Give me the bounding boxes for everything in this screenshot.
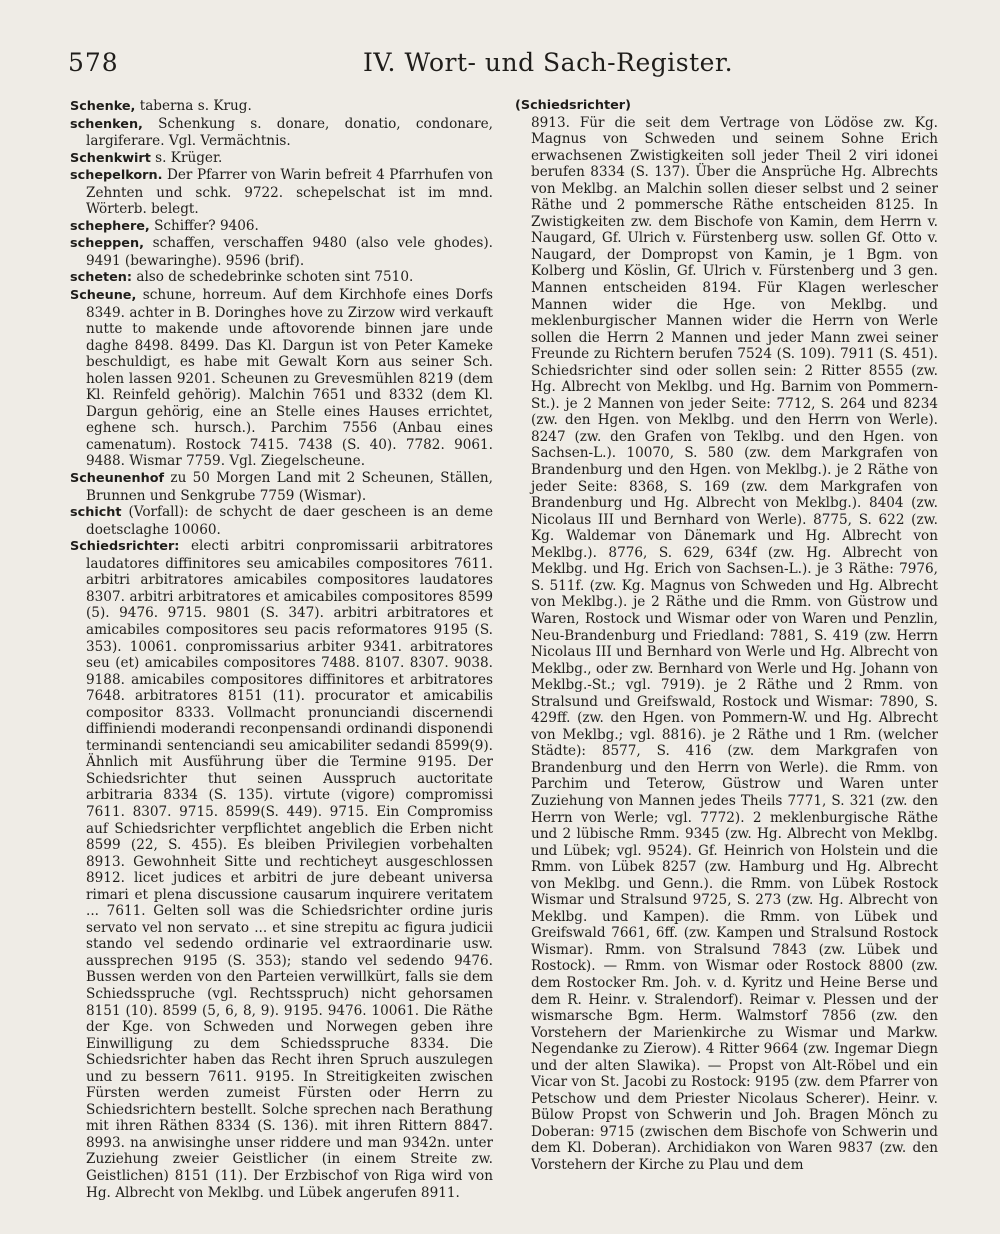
- page-number: 578: [68, 48, 119, 77]
- entry-text: s. Krüger.: [150, 149, 223, 166]
- entry-headword: scheppen,: [70, 236, 144, 252]
- right-column: [515, 98, 938, 1218]
- running-title: IV. Wort- und Sach-Register.: [363, 48, 734, 77]
- page-header: [68, 48, 948, 88]
- entry-text: schune, horreum. Auf dem Kirchhofe eines Dorfs 8349. achter in B. Doringhes hove zu Zirzow wird verkauft nutte to makende unde aftovorende binnen jare unde daghe 8498. 8499. Das Kl. Dargun ist von Peter Kameke beschuldigt, es habe mit Gewalt Korn aus seiner Sch. holen lassen 9201. Scheunen zu Grevesmühlen 8219 (dem Kl. Reinfeld gehörig). Malchin 7651 und 8332 (dem Kl. Dargun gehörig, eine an Stelle eines Hauses errichtet, eghene sch. hursch.). Parchim 7556 (Anbau eines camenatum). Rostock 7415. 7438 (S. 40). 7782. 9061. 9488. Wismar 7759. Vgl. Ziegelscheune.: [86, 287, 493, 470]
- entry-text: schaffen, verschaffen 9480 (also vele ghodes). 9491 (bewaringhe). 9596 (brif).: [86, 235, 493, 269]
- entry-text: Schiffer? 9406.: [149, 217, 259, 234]
- entry-headword: schephere,: [70, 218, 150, 234]
- entry-headword: scheten:: [70, 270, 133, 286]
- register-entry: [70, 287, 493, 470]
- register-entry: [70, 218, 493, 236]
- entry-headword: schepelkorn.: [70, 168, 163, 184]
- entry-text: taberna s. Krug.: [135, 98, 252, 114]
- register-entry: [70, 150, 493, 168]
- entry-text: (Vorfall): de schycht de daer gescheen is an deme doetsclaghe 10060.: [86, 504, 493, 538]
- register-entry: [70, 538, 493, 1201]
- entry-text: Der Pfarrer von Warin befreit 4 Pfarrhufen von Zehnten und schk. 9722. schepelschat ist im mnd. Wörterb. belegt.: [86, 167, 493, 218]
- continuation-headword: (Schiedsrichter): [515, 98, 631, 113]
- entry-headword: Schenkwirt: [70, 150, 151, 166]
- entry-text: also de schedebrinke schoten sint 7510.: [132, 269, 414, 286]
- entry-headword: Schiedsrichter:: [70, 539, 180, 555]
- register-entry: [70, 269, 493, 287]
- register-entry: [70, 98, 493, 116]
- entry-headword: schenken,: [70, 116, 143, 132]
- continuation-text: 8913. Für die seit dem Vertrage von Lödöse zw. Kg. Magnus von Schweden und seinem Sohne Erich erwachsenen Zwistigkeiten soll jeder Theil 2 viri idonei berufen 8334 (S. 137). Über die Ansprüche Hg. Albrechts von Meklbg. an Malchin sollen dieser selbst und 2 seiner Räthe und 2 pommersche Räthe entscheiden 8125. In Zwistigkeiten zw. dem Bischofe von Kamin, dem Herrn v. Naugard, Gf. Ulrich v. Fürstenberg usw. sollen Gf. Otto v. Naugard, der Dompropst von Kamin, je 1 Bgm. von Kolberg und Köslin, Gf. Ulrich v. Fürstenberg und 3 gen. Mannen entscheiden 8194. Für Klagen werlescher Mannen wider die Hge. von Meklbg. und meklenburgischer Mannen wider die Herrn von Werle sollen die Herrn 2 Mannen und jeder Mann zwei seiner Freunde zu Richtern berufen 7524 (S. 109). 7911 (S. 451). Schiedsrichter sind oder sollen sein: 2 Ritter 8555 (zw. Hg. Albrecht von Meklbg. und Hg. Barnim von Pommern-St.). je 2 Mannen von jeder Seite: 7712, S. 264 und 8234 (zw. den Hgen. von Meklbg. und den Herrn von Werle). 8247 (zw. den Grafen von Teklbg. und den Hgen. von Sachsen-L.). 10070, S. 580 (zw. dem Markgrafen von Brandenburg und den Hgen. von Meklbg.). je 2 Räthe von jeder Seite: 8368, S. 169 (zw. dem Markgrafen von Brandenburg und Hg. Albrecht von Meklbg.). 8404 (zw. Nicolaus III und Bernhard von Werle). 8775, S. 622 (zw. Kg. Waldemar von Dänemark und Hg. Albrecht von Meklbg.). 8776, S. 629, 634f (zw. Hg. Albrecht von Meklbg. und Hg. Erich von Sachsen-L.). je 3 Räthe: 7976, S. 511f. (zw. Kg. Magnus von Schweden und Hg. Albrecht von Meklbg.). je 2 Räthe und die Rmm. von Güstrow und Waren, Rostock und Wismar oder von Waren und Penzlin, Neu-Brandenburg und Friedland: 7881, S. 419 (zw. Herrn Nicolaus III und Bernhard von Werle und Hg. Albrecht von Meklbg., oder zw. Bernhard von Werle und Hg. Johann von Meklbg.-St.; vgl. 7919). je 2 Räthe und 2 Rmm. von Stralsund und Greifswald, Rostock und Wismar: 7890, S. 429ff. (zw. den Hgen. von Pommern-W. und Hg. Albrecht von Meklbg.; vgl. 8816). je 2 Räthe und 1 Rm. (welcher Städte): 8577, S. 416 (zw. dem Markgrafen von Brandenburg und den Herrn von Werle). die Rmm. von Parchim und Teterow, Güstrow und Waren unter Zuziehung von Mannen jedes Theils 7771, S. 321 (zw. den Herrn von Werle; vgl. 7772). 2 meklenburgische Räthe und 2 lübische Rmm. 9345 (zw. Hg. Albrecht von Meklbg. und Lübek; vgl. 9524). Gf. Heinrich von Holstein und die Rmm. von Lübek 8257 (zw. Hamburg und Hg. Albrecht von Meklbg. und Genn.). die Rmm. von Lübek Rostock Wismar und Stralsund 9725, S. 273 (zw. Hg. Albrecht von Meklbg. und Kampen). die Rmm. von Lübek und Greifswald 7661, 6ff. (zw. Kampen und Stralsund Rostock Wismar). Rmm. von Stralsund 7843 (zw. Lübek und Rostock). — Rmm. von Wismar oder Rostock 8800 (zw. dem Rostocker Rm. Joh. v. d. Kyritz und Heine Berse und dem R. Heinr. v. Stralendorf). Reimar v. Plessen und der wismarsche Bgm. Herm. Walmstorf 7856 (zw. den Vorstehern der Marienkirche zu Wismar und Markw. Negendanke zu Zierow). 4 Ritter 9664 (zw. Ingemar Diegn und der alten Slawika). — Propst von Alt-Röbel und ein Vicar von St. Jacobi zu Rostock: 9195 (zw. dem Pfarrer von Petschow und dem Priester Nicolaus Scherer). Heinr. v. Bülow Propst von Schwerin und Joh. Bragen Mönch zu Doberan: 9715 (zwischen dem Bischofe von Schwerin und dem Kl. Doberan). Archidiakon von Waren 9837 (zw. den Vorstehern der Kirche zu Plau und dem: [531, 114, 938, 1173]
- left-column: [70, 98, 493, 1218]
- entry-text: zu 50 Morgen Land mit 2 Scheunen, Ställen, Brunnen und Senkgrube 7759 (Wismar).: [86, 470, 493, 504]
- register-entry: [70, 504, 493, 538]
- register-entry: [70, 116, 493, 150]
- register-entry: [70, 470, 493, 504]
- entry-text: Schenkung s. donare, donatio, condonare, largiferare. Vgl. Vermächtnis.: [86, 115, 493, 150]
- entry-headword: Scheunenhof: [70, 471, 165, 487]
- entry-text: electi arbitri conpromissarii arbitratores laudatores diffinitores seu amicabiles compositores 7611. arbitri arbitratores amicabiles compositores laudatores 8307. arbitri arbitratores et amicabiles compositores 8599 (5). 9476. 9715. 9801 (S. 347). arbitri arbitratores et amicabiles compositores seu pacis reformatores 9195 (S. 353). 10061. conpromissarius arbiter 9341. arbitratores seu (et) amicabiles compositores 7488. 8107. 8307. 9038. 9188. amicabiles compositores diffinitores et arbitratores 7648. arbitratores 8151 (11). procurator et amicabilis compositor 8333. Vollmacht pronunciandi discernendi diffiniendi moderandi reconpensandi ordinandi disponendi terminandi sentenciandi seu amicabiliter sedandi 8599(9). Ähnlich mit Ausführung über die Termine 9195. Der Schiedsrichter thut seinen Ausspruch auctoritate arbitraria 8334 (S. 135). virtute (vigore) compromissi 7611. 8307. 9715. 8599(S. 449). 9715. Ein Compromiss auf Schiedsrichter verpflichtet angeblich die Erben nicht 8599 (22, S. 455). Es bleiben Privilegien vorbehalten 8913. Gewohnheit Sitte und rechticheyt ausgeschlossen 8912. licet judices et arbitri de jure debeant universa rimari et plena discussione causarum inquirere veritatem ... 7611. Gelten soll was die Schiedsrichter ordine juris servato vel non servato ... et sine strepitu ac figura judicii stando vel sedendo ordinarie vel extraordinarie usw. aussprechen 9195 (S. 353); stando vel sedendo 9476. Bussen werden von den Parteien verwillkürt, falls sie dem Schiedsspruche (vgl. Rechtsspruch) nicht gehorsamen 8151 (10). 8599 (5, 6, 8, 9). 9195. 9476. 10061. Die Räthe der Kge. von Schweden und Norwegen geben ihre Einwilligung zu dem Schiedsspruche 8334. Die Schiedsrichter haben das Recht ihren Spruch auszulegen und zu bessern 7611. 9195. In Streitigkeiten zwischen Fürsten werden zumeist Fürsten oder Herrn zu Schiedsrichtern bestellt. Solche sprechen nach Berathung mit ihren Räthen 8334 (S. 136). mit ihren Rittern 8847. 8993. na anwisinghe unser riddere und man 9342n. unter Zuziehung zweier Geistlicher (in einem Streite zw. Geistlichen) 8151 (11). Der Erzbischof von Riga wird von Hg. Albrecht von Meklbg. und Lübek angerufen 8911.: [86, 538, 493, 1201]
- entry-headword: Scheune,: [70, 288, 137, 304]
- register-entry: [70, 167, 493, 218]
- entry-headword: Schenke,: [70, 99, 136, 114]
- register-entry: [70, 235, 493, 269]
- entry-headword: schicht: [70, 505, 122, 521]
